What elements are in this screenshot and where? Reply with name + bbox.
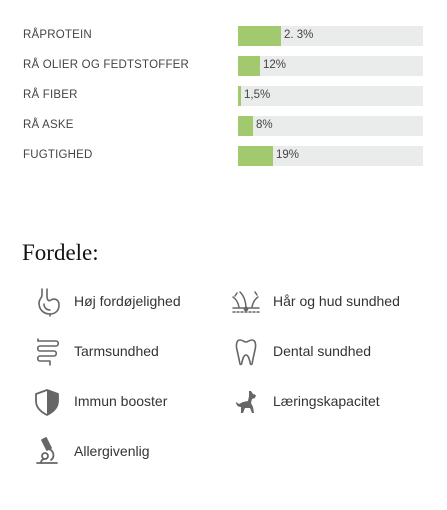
nutrient-bar-fill — [238, 146, 273, 166]
benefit-label: Læringskapacitet — [273, 393, 380, 409]
tooth-icon — [231, 337, 261, 367]
nutrient-list — [0, 26, 447, 176]
nutrient-value: 1,5% — [244, 89, 271, 101]
nutrient-bar-fill — [238, 86, 241, 106]
benefit-item — [231, 283, 431, 323]
nutrient-row-protein — [0, 26, 447, 46]
benefit-label: Hår og hud sundhed — [273, 293, 400, 309]
microscope-icon — [32, 437, 62, 467]
benefit-item — [231, 383, 431, 423]
nutrient-value: 8% — [256, 119, 273, 131]
benefit-item — [231, 333, 431, 373]
nutrient-label: FUGTIGHED — [23, 149, 93, 161]
benefit-item — [32, 333, 232, 373]
benefits-title: Fordele: — [22, 240, 99, 265]
benefit-label: Allergivenlig — [74, 443, 150, 459]
nutrient-row-ash — [0, 116, 447, 136]
nutrient-bar-track — [238, 116, 423, 136]
dog-icon — [231, 387, 261, 417]
nutrient-value: 12% — [263, 59, 287, 71]
benefit-label: Tarmsundhed — [74, 343, 159, 359]
nutrient-row-moisture — [0, 146, 447, 166]
nutrient-value: 2. 3% — [284, 29, 314, 41]
nutrient-bar-track — [238, 146, 423, 166]
benefit-item — [32, 433, 232, 473]
nutrient-label: RÅ OLIER OG FEDTSTOFFER — [23, 59, 190, 71]
nutrient-row-oils — [0, 56, 447, 76]
stomach-icon — [32, 287, 62, 317]
nutrient-bar-fill — [238, 56, 260, 76]
nutrient-row-fiber — [0, 86, 447, 106]
nutrient-bar-fill — [238, 26, 281, 46]
nutrient-bar-fill — [238, 116, 253, 136]
benefit-label: Immun booster — [74, 393, 168, 409]
shield-icon — [32, 387, 62, 417]
nutrient-bar-track — [238, 56, 423, 76]
nutrient-label: RÅPROTEIN — [23, 29, 92, 41]
intestine-icon — [32, 337, 62, 367]
benefit-label: Høj fordøjelighed — [74, 293, 181, 309]
hair-skin-icon — [231, 287, 261, 317]
nutrient-value: 19% — [276, 149, 300, 161]
nutrient-label: RÅ ASKE — [23, 119, 74, 131]
benefit-label: Dental sundhed — [273, 343, 372, 359]
nutrient-bar-track — [238, 26, 423, 46]
nutrient-label: RÅ FIBER — [23, 89, 78, 101]
benefit-item — [32, 383, 232, 423]
benefit-item — [32, 283, 232, 323]
nutrient-bar-track — [238, 86, 423, 106]
